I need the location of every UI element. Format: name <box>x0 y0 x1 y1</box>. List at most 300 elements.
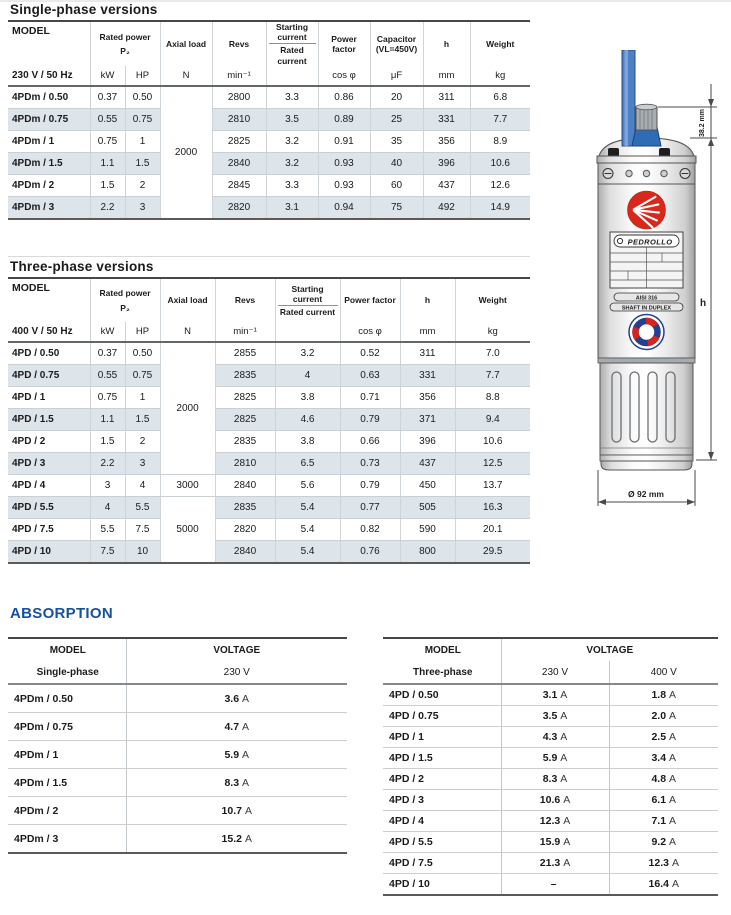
cell: 1 <box>125 387 160 409</box>
model-cell: 4PDm / 0.75 <box>8 108 90 130</box>
cell: 0.52 <box>340 342 400 365</box>
axial-load-header: Axial load <box>160 21 212 66</box>
cell: 356 <box>400 387 455 409</box>
capacitor-label: Capacitor <box>376 33 417 44</box>
cell: 2840 <box>212 152 266 174</box>
current-230-cell: 3.5 A <box>501 706 609 727</box>
cell: 0.63 <box>340 365 400 387</box>
model-cell: 4PD / 5.5 <box>383 832 501 853</box>
h-header: h <box>400 278 455 322</box>
unit-hp: HP <box>125 322 160 342</box>
current-cell: 4.7 A <box>126 713 347 741</box>
current-400-cell: 1.8 A <box>609 684 718 706</box>
table-row <box>8 741 347 769</box>
cell: 2820 <box>212 196 266 219</box>
cell: 2835 <box>215 365 275 387</box>
cell: 6.5 <box>275 453 340 475</box>
rated-power-label: Rated power <box>99 31 151 42</box>
model-cell: 4PDm / 0.50 <box>8 86 90 109</box>
current-cell: 5.9 A <box>126 741 347 769</box>
header-row <box>8 638 347 661</box>
cell: 3.2 <box>275 342 340 365</box>
units-row <box>8 322 530 342</box>
cell: 0.79 <box>340 409 400 431</box>
current-cell: 15.2 A <box>126 825 347 854</box>
cell: 590 <box>400 519 455 541</box>
model-cell: 4PD / 1.5 <box>383 748 501 769</box>
model-cell: 4PD / 1 <box>383 727 501 748</box>
current-230-cell: 21.3 A <box>501 853 609 874</box>
phase-label: Three-phase <box>383 661 501 684</box>
cell: 0.37 <box>90 86 125 109</box>
three-phase-title: Three-phase versions <box>10 259 154 274</box>
current-400-cell: 3.4 A <box>609 748 718 769</box>
model-cell: 4PD / 4 <box>383 811 501 832</box>
cell: 0.76 <box>340 541 400 564</box>
lower-body-section <box>598 358 695 470</box>
cell: 12.6 <box>470 174 530 196</box>
model-cell: 4PD / 1.5 <box>8 409 90 431</box>
unit-mm: mm <box>423 66 470 86</box>
model-cell: 4PDm / 1.5 <box>8 152 90 174</box>
current-cell: 10.7 A <box>126 797 347 825</box>
badge-icon <box>629 315 664 350</box>
current-cell: 3.6 A <box>126 684 347 713</box>
cell: 2825 <box>215 387 275 409</box>
unit-min: min⁻¹ <box>215 322 275 342</box>
cell: 20 <box>370 86 423 109</box>
cell: 0.86 <box>318 86 370 109</box>
voltage-header: VOLTAGE <box>126 638 347 661</box>
model-header: MODEL <box>49 644 86 656</box>
subheader-row <box>8 661 347 684</box>
cell: 10.6 <box>470 152 530 174</box>
current-230-cell: 4.3 A <box>501 727 609 748</box>
table-row <box>8 475 530 497</box>
cell: 0.50 <box>125 342 160 365</box>
cell: 20.1 <box>455 519 530 541</box>
table-row <box>383 706 718 727</box>
rated-current-label: Rated current <box>279 307 336 318</box>
cell: 4 <box>125 475 160 497</box>
brand-label: PEDROLLO <box>627 237 673 247</box>
model-cell: 4PD / 0.50 <box>383 684 501 706</box>
motor-figure <box>540 50 731 530</box>
cell: 5.4 <box>275 541 340 564</box>
cell: 4 <box>275 365 340 387</box>
cell: 0.73 <box>340 453 400 475</box>
cell: 800 <box>400 541 455 564</box>
cell: 0.75 <box>125 365 160 387</box>
table-row <box>8 541 530 564</box>
current-230-cell: 3.1 A <box>501 684 609 706</box>
cell: 0.93 <box>318 152 370 174</box>
model-cell: 4PDm / 2 <box>8 174 90 196</box>
cell: 492 <box>423 196 470 219</box>
subheader-row <box>383 661 718 684</box>
cell: 12.5 <box>455 453 530 475</box>
model-cell: 4PD / 7.5 <box>383 853 501 874</box>
cell: 1.5 <box>90 174 125 196</box>
unit-kg: kg <box>470 66 530 86</box>
cell: 0.93 <box>318 174 370 196</box>
cell: 1.1 <box>90 152 125 174</box>
current-400-cell: 2.0 A <box>609 706 718 727</box>
units-row <box>8 66 530 86</box>
cell: 13.7 <box>455 475 530 497</box>
cell: 0.55 <box>90 108 125 130</box>
cell: 0.37 <box>90 342 125 365</box>
motor-drawing-icon <box>540 50 731 530</box>
model-cell: 4PD / 0.50 <box>8 342 90 365</box>
weight-header: Weight <box>470 21 530 66</box>
model-cell: 4PDm / 0.50 <box>8 684 126 713</box>
table-row <box>383 769 718 790</box>
cell: 2835 <box>215 497 275 519</box>
current-400-cell: 16.4 A <box>609 874 718 896</box>
cell: 60 <box>370 174 423 196</box>
current-230-cell: 10.6 A <box>501 790 609 811</box>
three-phase-table <box>8 277 530 564</box>
rated-power-header <box>90 278 160 322</box>
cell: 1.5 <box>90 431 125 453</box>
table-row <box>8 713 347 741</box>
cell: 0.75 <box>90 130 125 152</box>
cell: 0.55 <box>90 365 125 387</box>
shaft-dimension-label: 38.2 mm <box>699 108 706 138</box>
table-row <box>383 874 718 896</box>
cell: 0.91 <box>318 130 370 152</box>
current-ratio-header <box>275 278 340 322</box>
voltage-230-label: 230 V <box>501 661 609 684</box>
table-row <box>8 409 530 431</box>
bottom-cap <box>601 461 692 470</box>
cell: 356 <box>423 130 470 152</box>
table-row <box>8 342 530 365</box>
cell: 2 <box>125 431 160 453</box>
model-cell: 4PD / 7.5 <box>8 519 90 541</box>
cell: 450 <box>400 475 455 497</box>
axial-load-cell: 2000 <box>160 86 212 219</box>
cell: 8.9 <box>470 130 530 152</box>
single-phase-table <box>8 20 530 220</box>
cell: 7.7 <box>455 365 530 387</box>
model-cell: 4PDm / 0.75 <box>8 713 126 741</box>
screw-band <box>598 163 695 184</box>
cell: 3.5 <box>266 108 318 130</box>
rated-power-label: Rated power <box>99 288 151 299</box>
power-factor-header: Power factor <box>318 21 370 66</box>
weight-header: Weight <box>455 278 530 322</box>
table-row <box>383 748 718 769</box>
cell: 14.9 <box>470 196 530 219</box>
model-cell: 4PDm / 1 <box>8 130 90 152</box>
current-230-cell: – <box>501 874 609 896</box>
phase-label: Single-phase <box>8 661 126 684</box>
cell: 2.2 <box>90 453 125 475</box>
unit-kg: kg <box>455 322 530 342</box>
current-cell: 8.3 A <box>126 769 347 797</box>
table-row <box>8 769 347 797</box>
cell: 25 <box>370 108 423 130</box>
model-cell: 4PD / 3 <box>8 453 90 475</box>
cell: 2840 <box>215 475 275 497</box>
unit-kw: kW <box>90 322 125 342</box>
model-cell: 4PD / 1 <box>8 387 90 409</box>
cell: 10.6 <box>455 431 530 453</box>
unit-blank <box>275 322 340 342</box>
current-230-cell: 15.9 A <box>501 832 609 853</box>
unit-mm: mm <box>400 322 455 342</box>
unit-n: N <box>160 66 212 86</box>
cell: 1.1 <box>90 409 125 431</box>
table-row <box>383 853 718 874</box>
cell: 3 <box>125 453 160 475</box>
unit-uf: μF <box>370 66 423 86</box>
cell: 396 <box>423 152 470 174</box>
cell: 371 <box>400 409 455 431</box>
table-row <box>8 387 530 409</box>
cell: 311 <box>423 86 470 109</box>
current-400-cell: 2.5 A <box>609 727 718 748</box>
model-cell: 4PD / 0.75 <box>8 365 90 387</box>
voltage-label: 400 V / 50 Hz <box>8 322 90 342</box>
table-row <box>8 174 530 196</box>
cell: 75 <box>370 196 423 219</box>
cell: 7.5 <box>90 541 125 564</box>
table-row <box>8 497 530 519</box>
cell: 4.6 <box>275 409 340 431</box>
header-row <box>383 638 718 661</box>
table-row <box>8 152 530 174</box>
starting-current-label: Starting current <box>269 22 316 44</box>
model-cell: 4PD / 5.5 <box>8 497 90 519</box>
cell: 4 <box>90 497 125 519</box>
cell: 1.5 <box>125 409 160 431</box>
model-header: MODEL <box>424 644 461 656</box>
cell: 331 <box>400 365 455 387</box>
voltage-400-label: 400 V <box>609 661 718 684</box>
header-row <box>8 278 530 322</box>
unit-kw: kW <box>90 66 125 86</box>
table-row <box>8 130 530 152</box>
cell: 0.75 <box>90 387 125 409</box>
table-row <box>383 727 718 748</box>
model-cell: 4PD / 2 <box>8 431 90 453</box>
table-row <box>383 832 718 853</box>
power-cable-icon <box>622 50 635 146</box>
absorption-single-phase-table <box>8 637 347 854</box>
current-400-cell: 6.1 A <box>609 790 718 811</box>
current-ratio-header <box>266 21 318 66</box>
power-factor-header: Power factor <box>340 278 400 322</box>
header-row <box>8 21 530 66</box>
current-400-cell: 9.2 A <box>609 832 718 853</box>
unit-cos: cos φ <box>340 322 400 342</box>
cell: 0.71 <box>340 387 400 409</box>
cell: 7.7 <box>470 108 530 130</box>
aisi-label: AISI 316 <box>635 295 658 302</box>
current-400-cell: 7.1 A <box>609 811 718 832</box>
cell: 6.8 <box>470 86 530 109</box>
capacitor-sub-label: (VL=450V) <box>375 43 418 54</box>
table-row <box>383 811 718 832</box>
cell: 2840 <box>215 541 275 564</box>
cell: 2855 <box>215 342 275 365</box>
table-row <box>8 431 530 453</box>
model-cell: 4PD / 2 <box>383 769 501 790</box>
table-row <box>8 519 530 541</box>
axial-load-header: Axial load <box>160 278 215 322</box>
cell: 9.4 <box>455 409 530 431</box>
cell: 505 <box>400 497 455 519</box>
cell: 2825 <box>212 130 266 152</box>
table-row <box>8 825 347 854</box>
cell: 1.5 <box>125 152 160 174</box>
absorption-three-phase-table <box>383 637 718 896</box>
table-row <box>383 790 718 811</box>
cell: 5.5 <box>90 519 125 541</box>
cell: 2845 <box>212 174 266 196</box>
section-divider <box>8 256 530 257</box>
motor-shaft-icon <box>636 104 657 130</box>
table-row <box>383 684 718 706</box>
model-header: MODEL <box>12 282 50 294</box>
cell: 2 <box>125 174 160 196</box>
cell: 331 <box>423 108 470 130</box>
revs-header: Revs <box>215 278 275 322</box>
top-flange <box>597 156 696 163</box>
cell: 7.5 <box>125 519 160 541</box>
cell: 0.77 <box>340 497 400 519</box>
cell: 437 <box>400 453 455 475</box>
pedrollo-fan-logo-icon <box>628 191 666 229</box>
axial-load-cell: 2000 <box>160 342 215 475</box>
table-row <box>8 196 530 219</box>
cell: 29.5 <box>455 541 530 564</box>
cell: 3.3 <box>266 86 318 109</box>
cell: 0.66 <box>340 431 400 453</box>
cell: 8.8 <box>455 387 530 409</box>
cell: 5.4 <box>275 519 340 541</box>
rated-current-label: Rated current <box>277 45 307 66</box>
model-cell: 4PD / 10 <box>383 874 501 896</box>
cell: 0.50 <box>125 86 160 109</box>
model-cell: 4PDm / 2 <box>8 797 126 825</box>
cell: 10 <box>125 541 160 564</box>
axial-load-cell: 5000 <box>160 497 215 564</box>
cell: 3 <box>125 196 160 219</box>
table-row <box>8 684 347 713</box>
cell: 311 <box>400 342 455 365</box>
cell: 2800 <box>212 86 266 109</box>
cell: 2.2 <box>90 196 125 219</box>
unit-blank <box>266 66 318 86</box>
cell: 0.79 <box>340 475 400 497</box>
current-400-cell: 12.3 A <box>609 853 718 874</box>
shaft-duplex-label: SHAFT IN DUPLEX <box>621 305 672 312</box>
cell: 5.6 <box>275 475 340 497</box>
current-230-cell: 8.3 A <box>501 769 609 790</box>
voltage-value: 230 V <box>126 661 347 684</box>
revs-header: Revs <box>212 21 266 66</box>
model-cell: 4PD / 0.75 <box>383 706 501 727</box>
model-cell: 4PDm / 3 <box>8 196 90 219</box>
cell: 437 <box>423 174 470 196</box>
cell: 7.0 <box>455 342 530 365</box>
cell: 16.3 <box>455 497 530 519</box>
absorption-title: ABSORPTION <box>10 605 114 622</box>
axial-load-cell: 3000 <box>160 475 215 497</box>
current-230-cell: 5.9 A <box>501 748 609 769</box>
table-row <box>8 108 530 130</box>
voltage-header: VOLTAGE <box>501 638 718 661</box>
cell: 35 <box>370 130 423 152</box>
cell: 3.8 <box>275 387 340 409</box>
model-cell: 4PDm / 1.5 <box>8 769 126 797</box>
cell: 2810 <box>212 108 266 130</box>
current-230-cell: 12.3 A <box>501 811 609 832</box>
model-cell: 4PD / 4 <box>8 475 90 497</box>
starting-current-label: Starting current <box>278 284 338 306</box>
cell: 3.8 <box>275 431 340 453</box>
voltage-label: 230 V / 50 Hz <box>8 66 90 86</box>
model-header: MODEL <box>12 25 50 37</box>
cell: 0.75 <box>125 108 160 130</box>
cell: 3.1 <box>266 196 318 219</box>
model-cell: 4PDm / 1 <box>8 741 126 769</box>
unit-min: min⁻¹ <box>212 66 266 86</box>
cell: 5.5 <box>125 497 160 519</box>
cell: 3.2 <box>266 130 318 152</box>
cell: 1 <box>125 130 160 152</box>
cell: 0.94 <box>318 196 370 219</box>
h-header: h <box>423 21 470 66</box>
table-row <box>8 453 530 475</box>
single-phase-title: Single-phase versions <box>10 2 158 17</box>
p2-label: P₂ <box>120 45 130 56</box>
cell: 2820 <box>215 519 275 541</box>
cell: 2835 <box>215 431 275 453</box>
table-row <box>8 797 347 825</box>
rated-power-header <box>90 21 160 66</box>
cell: 0.82 <box>340 519 400 541</box>
model-cell: 4PDm / 3 <box>8 825 126 854</box>
current-400-cell: 4.8 A <box>609 769 718 790</box>
table-row <box>8 86 530 109</box>
cell: 5.4 <box>275 497 340 519</box>
unit-cos: cos φ <box>318 66 370 86</box>
table-row <box>8 365 530 387</box>
cell: 0.89 <box>318 108 370 130</box>
diameter-dimension-label: Ø 92 mm <box>628 489 664 499</box>
height-dimension-label: h <box>700 298 707 309</box>
unit-n: N <box>160 322 215 342</box>
cell: 3.3 <box>266 174 318 196</box>
model-cell: 4PD / 10 <box>8 541 90 564</box>
cell: 2825 <box>215 409 275 431</box>
capacitor-header <box>370 21 423 66</box>
unit-hp: HP <box>125 66 160 86</box>
model-cell: 4PD / 3 <box>383 790 501 811</box>
cell: 396 <box>400 431 455 453</box>
cell: 3.2 <box>266 152 318 174</box>
p2-label: P₂ <box>120 302 130 313</box>
cell: 40 <box>370 152 423 174</box>
cell: 2810 <box>215 453 275 475</box>
cell: 3 <box>90 475 125 497</box>
nameplate <box>610 232 683 288</box>
